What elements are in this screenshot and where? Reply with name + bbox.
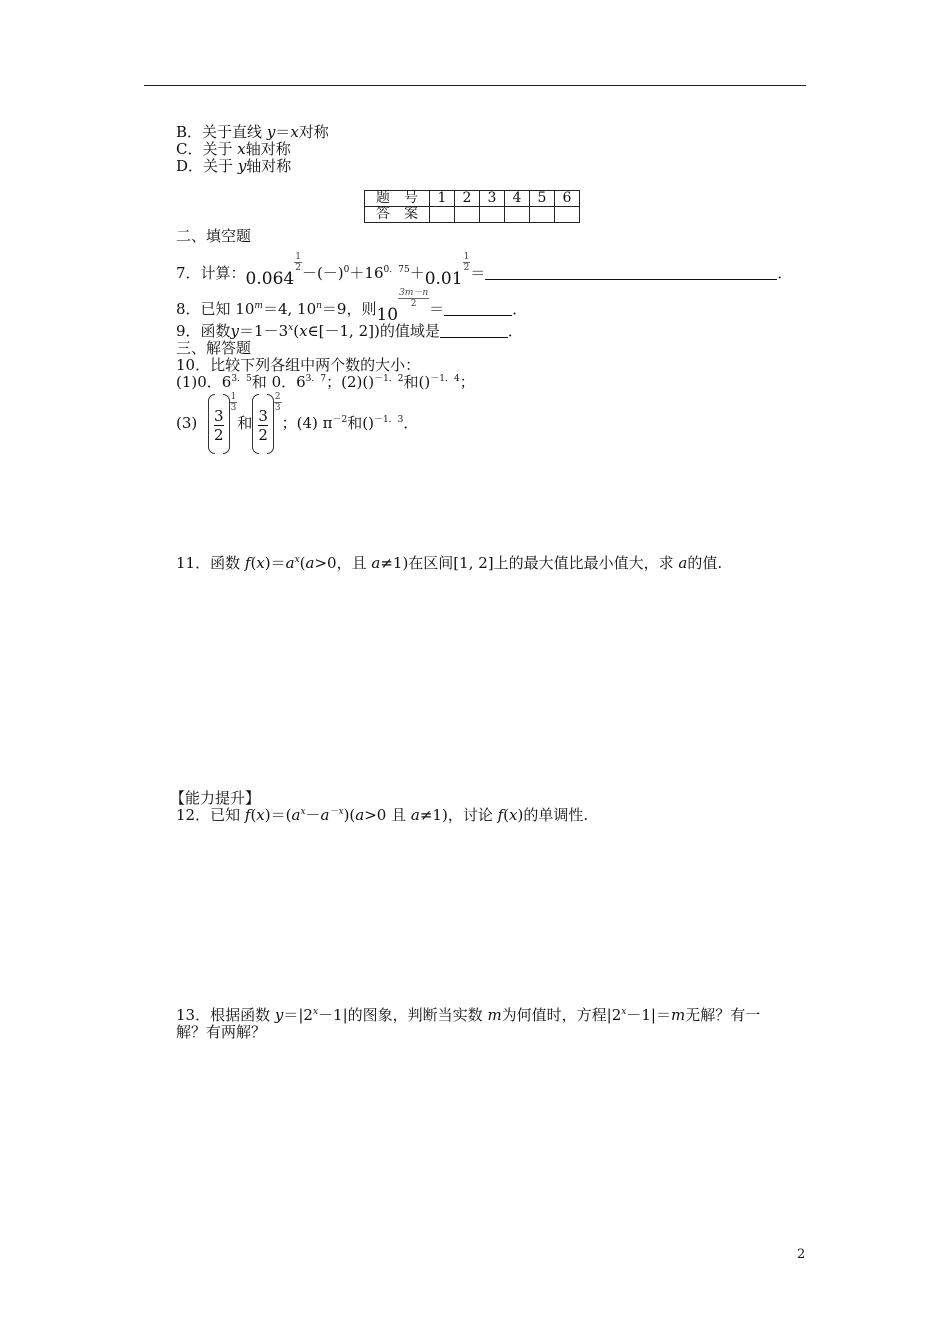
q12-close: )( — [343, 806, 356, 824]
q13-y: y — [274, 1006, 284, 1024]
q7-exp1-num: 1 — [295, 252, 301, 262]
answer-cell[interactable] — [430, 207, 455, 223]
question-number-cell: 3 — [480, 191, 505, 207]
question-number-cell: 5 — [530, 191, 555, 207]
q10-exp-a-den: 3 — [230, 403, 237, 413]
question-number-cell: 2 — [455, 191, 480, 207]
q12-ax2: －x — [329, 807, 344, 817]
q10-p4e1: －2 — [332, 415, 348, 425]
q10-p1e1: 3．5 — [231, 374, 252, 384]
option-d-var: y — [237, 157, 247, 175]
section-fill-in-heading: 二、填空题 — [176, 227, 252, 245]
q8-mid1: ＝4, 10 — [262, 300, 317, 318]
q13-line1a: 13．根据函数 — [176, 1006, 271, 1024]
answer-cell[interactable] — [555, 207, 580, 223]
q7-end: ． — [777, 264, 793, 282]
q13-x: x — [312, 1007, 319, 1017]
q12-x2: x — [509, 806, 518, 824]
option-d-tail: 轴对称 — [246, 157, 292, 175]
q10-part3: (3) — [176, 414, 198, 432]
q7-exp1-den: 2 — [295, 263, 301, 273]
answer-cell[interactable] — [480, 207, 505, 223]
q12-f: f — [244, 806, 251, 824]
question-13-line-2: 解？有两解？ — [176, 1023, 267, 1041]
question-number-label: 题 号 — [365, 191, 430, 207]
ability-heading: 【能力提升】 — [170, 789, 261, 807]
q12-x: x — [256, 806, 265, 824]
q7-plus: ＋ — [409, 264, 425, 282]
q9-prefix: 9．函数 — [176, 322, 231, 340]
q12-minus: － — [305, 806, 321, 824]
q11-prefix: 11．函数 — [176, 554, 241, 572]
q7-mid: －(－) — [301, 264, 344, 282]
q9-end: ． — [507, 322, 523, 340]
q8-exp-den: 2 — [410, 299, 417, 309]
q12-a2: a — [320, 806, 330, 824]
q10-p2e2: －1．4 — [430, 374, 460, 384]
option-c — [176, 141, 291, 158]
q8-m: m — [254, 301, 263, 311]
question-number-cell: 1 — [430, 191, 455, 207]
q8-exp-num: 3m－n — [399, 288, 429, 298]
q10-exp-a — [230, 392, 238, 413]
q9-y: y — [230, 322, 240, 340]
q11-ax: x — [294, 555, 300, 565]
q11-x: x — [256, 554, 265, 572]
header-rule — [144, 85, 806, 86]
q12-a: a — [291, 806, 301, 824]
question-number-cell: 4 — [505, 191, 530, 207]
answer-cell[interactable] — [505, 207, 530, 223]
q10-exp-b — [274, 392, 282, 413]
option-b-eq: ＝ — [275, 123, 291, 141]
q10-end: ． — [403, 414, 419, 432]
q13-m: m — [487, 1006, 502, 1024]
q12-cond2: ≠1)，讨论 — [419, 806, 493, 824]
q7-exp2-num: 1 — [463, 252, 470, 262]
q7-base2: 0.01 — [424, 269, 463, 289]
q12-eq: )＝( — [264, 806, 292, 824]
q10-part2end: ； — [459, 373, 475, 391]
q11-f: f — [244, 554, 251, 572]
q7-answer-blank[interactable] — [485, 279, 777, 280]
q7-plus16: ＋16 — [349, 264, 384, 282]
q10-frac-a-den: 2 — [214, 425, 224, 444]
q13-line1b: ＝|2 — [283, 1006, 313, 1024]
q7-exp16: 0．75 — [383, 265, 410, 275]
q7-prefix: 7．计算： — [176, 264, 246, 282]
answer-cell[interactable] — [455, 207, 480, 223]
q10-and: 和 — [237, 414, 253, 432]
q8-mid2: ＝9，则 — [321, 300, 377, 318]
q12-end: )的单调性. — [517, 806, 589, 824]
q13-m2: m — [670, 1006, 686, 1024]
q11-body2: ( — [299, 554, 306, 572]
q7-mid-exp: 0 — [343, 265, 350, 275]
q11-a4: a — [678, 554, 688, 572]
q13-line1f: 无解？有一 — [685, 1006, 761, 1024]
answer-table — [364, 190, 580, 223]
q11-body4: ≠1)在区间[1, 2]上的最大值比最小值大，求 — [380, 554, 674, 572]
option-c-text: C．关于 — [176, 140, 233, 158]
q11-a2: a — [305, 554, 315, 572]
q11-a: a — [285, 554, 295, 572]
answer-label: 答 案 — [365, 207, 430, 223]
q12-cond: >0 且 — [364, 806, 407, 824]
q13-x2: x — [621, 1007, 627, 1017]
q8-n: n — [316, 301, 322, 311]
answer-table-answer-row — [365, 207, 580, 223]
q7-base1: 0.064 — [245, 269, 295, 289]
answer-cell[interactable] — [530, 207, 555, 223]
q10-part1: (1)0．6 — [176, 373, 232, 391]
q10-paren-b — [252, 394, 274, 454]
q9-domain: ∈[－1, 2])的值域是 — [307, 322, 440, 340]
q10-part2: ；(2)() — [326, 373, 375, 391]
q12-ax: x — [300, 807, 306, 817]
q11-body3: >0，且 — [314, 554, 367, 572]
q10-frac-a-num: 3 — [214, 406, 224, 425]
q13-line1c: －1|的图象，判断当实数 — [318, 1006, 483, 1024]
option-c-var: x — [237, 140, 246, 158]
question-number-cell: 6 — [555, 191, 580, 207]
q11-body1: )＝ — [264, 554, 286, 572]
q9-paren: ( — [293, 322, 300, 340]
page-number: 2 — [797, 1247, 806, 1262]
q12-f2: f — [497, 806, 504, 824]
q10-exp-b-den: 3 — [274, 403, 281, 413]
question-10-parts-1-2 — [176, 374, 475, 391]
q10-part1b: 和 0．6 — [251, 373, 306, 391]
q7-exp2-den: 2 — [463, 263, 470, 273]
option-d-text: D．关于 — [176, 157, 234, 175]
q10-frac-b-den: 2 — [258, 425, 268, 444]
q10-p2e1: －1．2 — [374, 374, 404, 384]
q9-x: x — [288, 323, 294, 333]
q8-eq: ＝ — [429, 300, 445, 318]
option-c-tail: 轴对称 — [245, 140, 291, 158]
question-12: 12．已知 $f(x)=(a^x-a^{-x})(a>0$ 且 a≠1)，讨论 f(x)的单调性. — [176, 806, 589, 824]
question-10-parts-3-4 — [176, 392, 418, 452]
q7-exp1 — [294, 252, 302, 273]
answer-table-header-row — [365, 191, 580, 207]
q10-exp-b-num: 2 — [274, 392, 281, 402]
q8-answer-blank[interactable] — [444, 315, 512, 316]
question-11: 11．函数 $f(x)=a^x(a>0$，且 a≠1)在区间[1, 2]上的最大值比最小值大，求 a的值. — [176, 554, 723, 572]
q10-paren-a — [208, 394, 230, 454]
question-10-title: 10．比较下列各组中两个数的大小： — [176, 356, 421, 374]
option-b-var2: x — [290, 123, 299, 141]
question-9 — [176, 323, 523, 340]
option-b-var: y — [266, 123, 276, 141]
q8-exp — [398, 288, 429, 309]
q8-end: ． — [512, 300, 528, 318]
q8-prefix: 8．已知 10 — [176, 300, 255, 318]
option-b-tail: 对称 — [298, 123, 329, 141]
section-solve-heading: 三、解答题 — [176, 339, 252, 357]
q12-a4: a — [410, 806, 420, 824]
q9-eq: ＝1－3 — [239, 322, 289, 340]
q13-line1d: 为何值时，方程|2 — [501, 1006, 622, 1024]
option-b — [176, 124, 329, 141]
q10-part2b: 和() — [403, 373, 431, 391]
q13-line1e: －1|＝ — [626, 1006, 671, 1024]
q10-part4b: 和() — [347, 414, 374, 432]
q10-p4e2: －1．3 — [373, 415, 404, 425]
q12-a3: a — [355, 806, 365, 824]
q10-exp-a-num: 1 — [230, 392, 237, 402]
q8-base: 10 — [376, 305, 399, 325]
q12-prefix: 12．已知 — [176, 806, 241, 824]
question-13-line-1 — [176, 1007, 760, 1024]
q11-a3: a — [371, 554, 381, 572]
q7-eq: ＝ — [470, 264, 486, 282]
option-b-text: B．关于直线 — [176, 123, 263, 141]
q10-frac-b-num: 3 — [258, 406, 268, 425]
option-d — [176, 158, 291, 175]
q9-answer-blank[interactable] — [440, 337, 508, 338]
q10-p1e2: 3．7 — [305, 374, 327, 384]
q10-part4: ；(4) π — [281, 414, 333, 432]
q9-x2: x — [299, 322, 308, 340]
q11-end: 的值. — [687, 554, 723, 572]
